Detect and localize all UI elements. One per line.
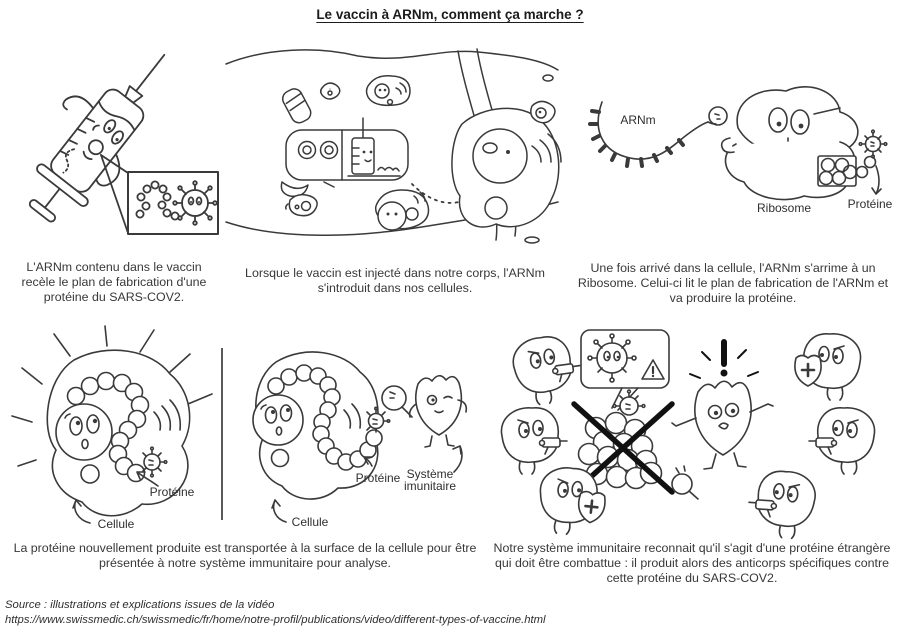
small-cell-4: [376, 190, 429, 230]
protein-arrow: [872, 166, 881, 194]
source-line1: Source : illustrations et explications issues de la vidéo: [5, 599, 275, 611]
proteine-label: Protéine: [847, 197, 893, 211]
antibody-5: [809, 408, 875, 474]
big-cell: [452, 108, 561, 227]
systeme-label-line1: Système: [406, 467, 454, 481]
source-url: https://www.swissmedic.ch/swissmedic/fr/home/notre-profil/publications/video/different-types-of-vaccine.html: [5, 613, 546, 626]
protein-icon: [859, 130, 887, 158]
immune-shield-character: [410, 376, 467, 447]
exclamation-mark: [690, 342, 758, 378]
source-note: [5, 598, 546, 627]
mrna-inset: [101, 155, 218, 234]
magnifier-icon: [382, 386, 412, 417]
page-title: Le vaccin à ARNm, comment ça marche ?: [316, 7, 584, 22]
systeme-arrow: [453, 446, 462, 472]
caption-panel2: Lorsque le vaccin est injecté dans notre corps, l'ARNm s'introduit dans nos cellules.: [245, 266, 545, 296]
protein-icon: [613, 390, 645, 415]
small-cell-5: [531, 101, 555, 122]
antibody-4: [795, 334, 861, 400]
panel4-illustration: [12, 326, 220, 538]
antibody-1: [510, 333, 584, 408]
ribosome-label: Ribosome: [756, 201, 812, 215]
small-cell-3: [286, 195, 317, 216]
antibody-6: [747, 469, 817, 540]
caption-panel1: L'ARNm contenu dans le vaccin recèle le plan de fabrication d'une protéine du SARS-COV2.: [21, 260, 207, 305]
panel-divider: [221, 348, 223, 520]
cellule-label: Cellule: [291, 515, 329, 529]
cell-nucleus-face: [56, 404, 112, 460]
proteine-label: Protéine: [149, 485, 195, 499]
alarmed-shield-character: [672, 342, 773, 469]
small-cell-1: [321, 83, 340, 99]
panel2-illustration: [226, 34, 558, 252]
antibody-2: [501, 408, 567, 474]
cellule-arrow: [272, 500, 286, 522]
protein-assembly: [818, 156, 876, 186]
caption-panel6: Notre système immunitaire reconnait qu'il s'agit d'une protéine étrangère qui doit être combattue : il produit alors des anticorps spécifiques contre cette protéine du SARS-COV2.: [493, 541, 891, 586]
dropped-magnifier-icon: [672, 466, 698, 499]
mrna-strand: [590, 102, 727, 166]
systeme-label-line2: imunitaire: [403, 479, 457, 493]
caption-panel3: Une fois arrivé dans la cellule, l'ARNm s'arrime à un Ribosome. Celui-ci lit le plan de fabrication de l'ARNm et va produire la protéine.: [577, 261, 889, 306]
cell-nucleus-face: [253, 395, 303, 445]
panel5-illustration: [226, 326, 478, 538]
vaccine-vial-character: [352, 118, 374, 174]
proteine-label: Protéine: [355, 471, 401, 485]
panel1-illustration: [8, 36, 222, 242]
small-cell-2: [367, 76, 411, 106]
arnm-label: ARNm: [620, 113, 656, 127]
panel6-illustration: [486, 322, 892, 536]
caption-panels4-5: La protéine nouvellement produite est transportée à la surface de la cellule pour être présentée à notre système immunitaire pour analyse.: [13, 541, 477, 571]
panel3-illustration: [586, 82, 892, 218]
cellule-label: Cellule: [97, 517, 135, 531]
